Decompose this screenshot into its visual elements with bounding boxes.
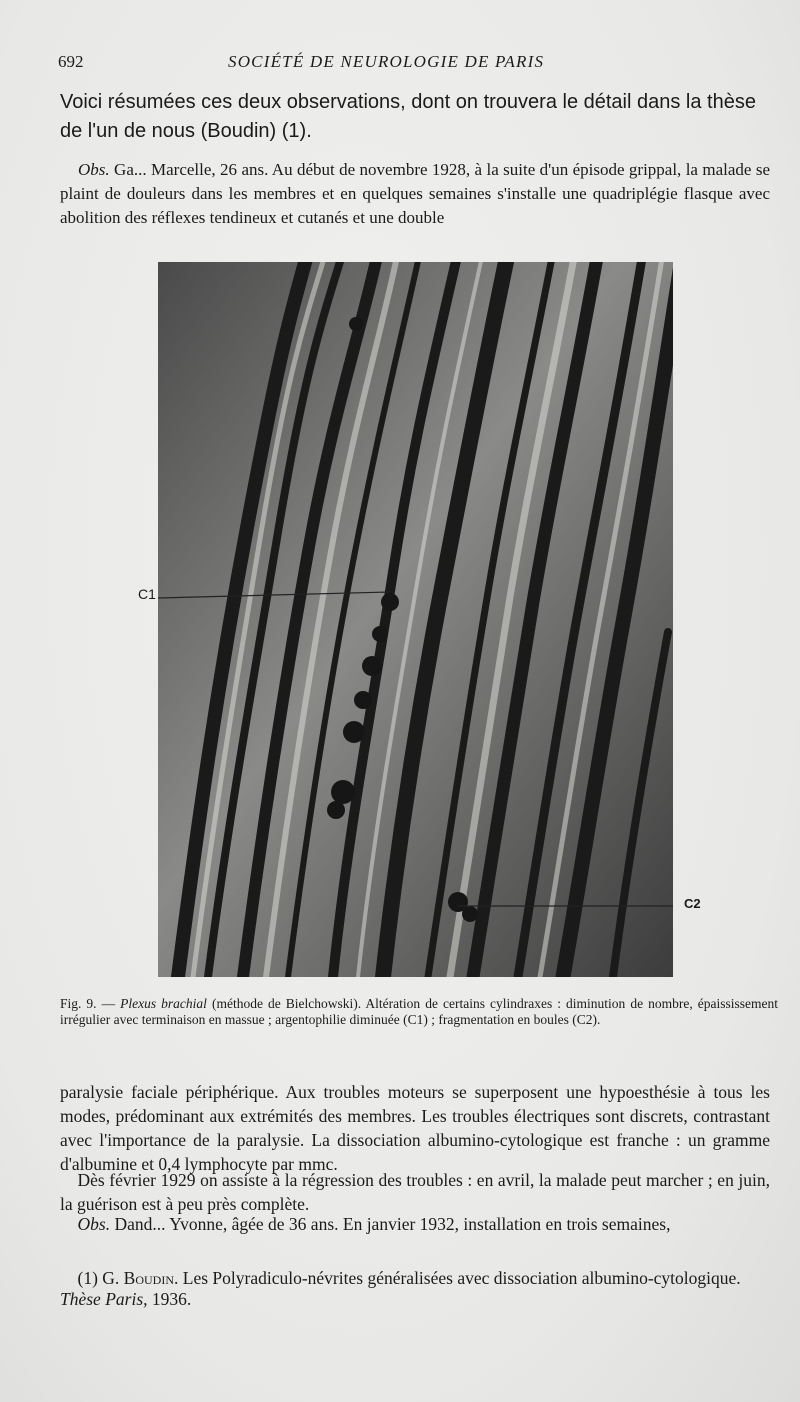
- intro-paragraph: Voici résumées ces deux observations, dont on trouvera le détail dans la thèse de l'un de nous (Boudin) (1).: [60, 91, 756, 142]
- caption-text: (méthode de Bielchowski). Altération de certains cylindraxes : diminution de nombre, épaississement irrégulier avec terminaison en massue ; argentophilie diminuée (C1) ; fragmentation en boules (C2).: [60, 996, 779, 1027]
- micrograph-image: [158, 262, 673, 977]
- footnote-year: 1936.: [151, 1289, 192, 1309]
- obs-2-text: Dand... Yvonne, âgée de 36 ans. En janvier 1932, installation en trois semaines,: [114, 1214, 671, 1234]
- caption-fig-number: Fig. 9. —: [60, 996, 116, 1011]
- observation-2-paragraph: [60, 1212, 770, 1236]
- page-number: 692: [58, 52, 84, 71]
- figure-label-c1: C1: [138, 586, 156, 602]
- micrograph-figure: [158, 262, 673, 977]
- figure-caption: [60, 996, 778, 1028]
- continuation-paragraph: paralysie faciale périphérique. Aux troubles moteurs se superposent une hypoesthésie à tous les modes, prédominant aux extrémités des membres. Les troubles électriques sont discrets, contrastant avec l'importance de la paralysie. La dissociation albumino-cytologique est franche : un gramme d'albumine et 0,4 lymphocyte par mmc.: [60, 1082, 770, 1174]
- footnote: [60, 1268, 780, 1310]
- footnote-text: Les Polyradiculo-névrites généralisées avec dissociation albumino-cytologique.: [182, 1268, 741, 1288]
- running-head: [58, 52, 758, 74]
- obs-2-label: Obs.: [77, 1214, 111, 1234]
- footnote-author: Boudin.: [123, 1268, 179, 1288]
- journal-title: SOCIÉTÉ DE NEUROLOGIE DE PARIS: [228, 52, 545, 71]
- footnote-thesis: Thèse Paris,: [60, 1289, 148, 1309]
- obs-1-text: Ga... Marcelle, 26 ans. Au début de novembre 1928, à la suite d'un épisode grippal, la malade se plaint de douleurs dans les membres et en quelques semaines s'installe une quadriplégie flasque avec abolition des réflexes tendineux et cutanés et une double: [60, 160, 770, 227]
- observation-1-paragraph: [60, 158, 770, 230]
- obs-label: Obs.: [78, 160, 110, 179]
- evolution-paragraph: [60, 1168, 770, 1216]
- caption-title: Plexus brachial: [120, 996, 207, 1011]
- footnote-marker: (1) G.: [77, 1268, 120, 1288]
- evolution-text: Dès février 1929 on assiste à la régression des troubles : en avril, la malade peut marcher ; en juin, la guérison est à peu près complète.: [60, 1170, 770, 1214]
- figure-label-c2: C2: [684, 896, 701, 911]
